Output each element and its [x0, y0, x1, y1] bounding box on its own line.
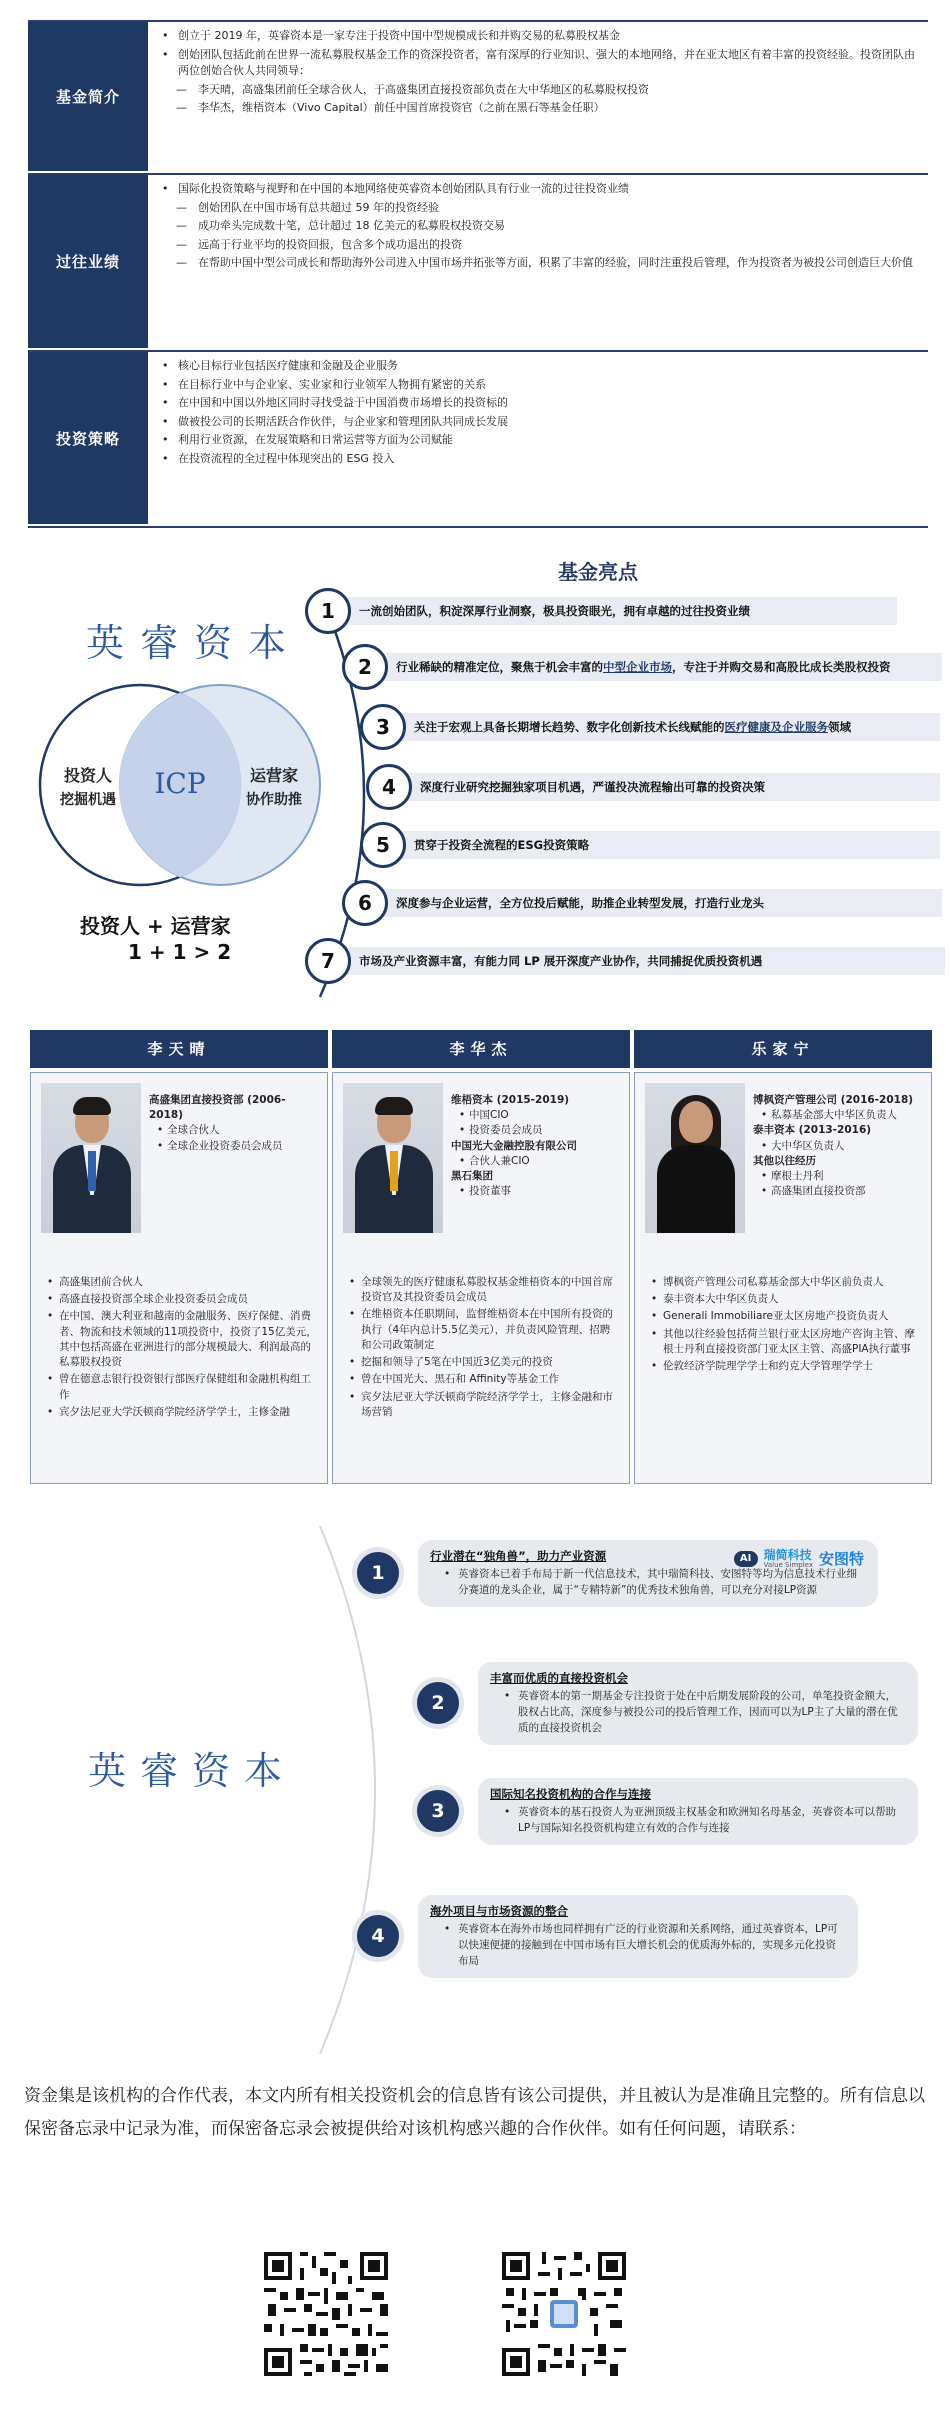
advantage-title: 海外项目与市场资源的整合 — [430, 1904, 568, 1918]
advantage-number: 2 — [412, 1677, 464, 1729]
advantage-title: 行业潜在“独角兽”，助力产业资源 — [430, 1549, 607, 1563]
advantages-brand: 英睿资本 — [88, 1749, 297, 1793]
qr-code-icon[interactable] — [498, 2248, 630, 2380]
highlight-item — [305, 938, 945, 984]
venn-center: ICP — [154, 767, 206, 800]
highlight-number: 1 — [305, 588, 351, 634]
member-name: 李华杰 — [332, 1030, 630, 1068]
row-fund-intro — [28, 20, 928, 175]
team-profiles — [30, 1030, 932, 1484]
sub-bullet: — 在帮助中国中型公司成长和帮助海外公司进入中国市场并拓张等方面，积累了丰富的经验，同时注重投后管理，作为投资者为被投公司创造巨大价值 — [176, 256, 913, 269]
member-body — [332, 1072, 630, 1484]
advantage-text: • 英睿资本的第一期基金专注投资于处在中后期发展阶段的公司，单笔投资金额大，股权占比高，深度参与被投公司的投后管理工作，因而可以为LP主了大量的潜在优质的直接投资机会 — [504, 1690, 898, 1734]
row-label: 过往业绩 — [28, 175, 148, 350]
member-name: 李天晴 — [30, 1030, 328, 1068]
highlight-item — [342, 644, 942, 690]
advantage-text: • 英睿资本在海外市场也同样拥有广泛的行业资源和关系网络，通过英睿资本，LP可以快速便捷的接触到在中国市场有巨大增长机会的优质海外标的，实现多元化投资布局 — [444, 1923, 838, 1967]
bullet: • 国际化投资策略与视野和在中国的本地网络使英睿资本创始团队具有行业一流的过往投资业绩 — [162, 182, 629, 195]
highlight-item — [360, 822, 940, 868]
sub-bullet: — 成功牵头完成数十笔，总计超过 18 亿美元的私募股权投资交易 — [176, 219, 505, 232]
advantage-title: 国际知名投资机构的合作与连接 — [490, 1787, 651, 1801]
highlight-item — [366, 764, 940, 810]
highlight-text: 深度参与企业运营，全方位投后赋能，助推企业转型发展，打造行业龙头 — [382, 889, 942, 918]
qr-code-2 — [498, 2248, 630, 2380]
highlight-text: 贯穿于投资全流程的ESG投资策略 — [400, 831, 940, 860]
member-positions: 维梧资本 (2015-2019) • 中国CIO • 投资委员会成员 中国光大金融控股有限公司 • 合伙人兼CIO 黑石集团 • 投资董事 — [451, 1094, 577, 1198]
member-name: 乐家宁 — [634, 1030, 932, 1068]
row-content — [148, 352, 928, 526]
advantage-title: 丰富而优质的直接投资机会 — [490, 1671, 628, 1685]
advantage-item — [412, 1778, 918, 1845]
advantage-number: 4 — [352, 1910, 404, 1962]
highlight-number: 5 — [360, 822, 406, 868]
team-member-card — [30, 1030, 328, 1484]
venn-right-title: 运营家 — [249, 766, 298, 785]
advantage-item — [352, 1895, 858, 1978]
row-content — [148, 22, 928, 173]
bullet: • 创始团队包括此前在世界一流私募股权基金工作的资深投资者，富有深厚的行业知识、强大的本地网络，并在亚太地区有着丰富的投资经验。投资团队由两位创始合伙人共同领导： — [162, 47, 915, 77]
highlight-number: 3 — [360, 704, 406, 750]
highlight-number: 4 — [366, 764, 412, 810]
highlight-number: 2 — [342, 644, 388, 690]
member-positions: 高盛集团直接投资部 (2006-2018) • 全球合伙人 • 全球企业投资委员会成员 — [149, 1094, 286, 1152]
highlight-text: 市场及产业资源丰富，有能力同 LP 展开深度产业协作，共同捕捉优质投资机遇 — [345, 947, 945, 976]
venn-formula: 1 + 1 > 2 — [128, 940, 232, 964]
member-bio: • 博枫资产管理公司私募基金部大中华区前负责人 • 泰丰资本大中华区负责人 • Generali Immobiliare亚太区房地产投资负责人 • 其他以往经验包括荷兰银行亚太区房地产咨询主管、摩根士丹利直接投资部门亚太区主管、高盛PIA执行董事 • 伦敦经济学院理学学士和约克大学管理学学士 — [651, 1276, 915, 1373]
portfolio-logos: AI 瑞简科技 Value Simplex 安图特 — [734, 1548, 864, 1571]
highlight-item — [305, 588, 897, 634]
member-photo — [343, 1083, 443, 1233]
highlight-number: 6 — [342, 880, 388, 926]
member-bio: • 全球领先的医疗健康私募股权基金维梧资本的中国首席投资官及其投资委员会成员 • 在维梧资本任职期间，监督维梧资本在中国所有投资的执行（4年内总计5.5亿美元），并负责风险管理、招聘和公司政策制定 • 挖掘和领导了5笔在中国近3亿美元的投资 • 曾在中国光大、黑石和 Affinity等基金工作 • 宾夕法尼亚大学沃顿商学院经济学学士，主修金融和市场营销 — [349, 1276, 613, 1418]
fund-info-table — [28, 20, 928, 528]
member-photo — [41, 1083, 141, 1233]
row-track-record — [28, 175, 928, 352]
bullet: • 核心目标行业包括医疗健康和金融及企业服务 — [162, 359, 398, 372]
team-member-card — [332, 1030, 630, 1484]
highlight-text: 关注于宏观上具备长期增长趋势、数字化创新技术长线赋能的医疗健康及企业服务领域 — [400, 713, 940, 742]
advantage-number: 1 — [352, 1547, 404, 1599]
bullet: • 创立于 2019 年，英睿资本是一家专注于投资中国中型规模成长和并购交易的私募股权基金 — [162, 29, 620, 42]
highlight-item — [360, 704, 940, 750]
venn-diagram — [30, 675, 330, 895]
row-label: 基金简介 — [28, 22, 148, 173]
bullet: • 在目标行业中与企业家、实业家和行业领军人物拥有紧密的关系 — [162, 377, 486, 391]
advantage-box — [478, 1662, 918, 1745]
qr-code-1 — [260, 2248, 392, 2380]
highlight-text: 一流创始团队，积淀深厚行业洞察，极具投资眼光，拥有卓越的过往投资业绩 — [345, 597, 897, 626]
member-bio: • 高盛集团前合伙人 • 高盛直接投资部全球企业投资委员会成员 • 在中国、澳大利亚和越南的金融服务、医疗保健、消费者、物流和技术领域的11项投资中，投资了15亿美元，其中包括高盛在亚洲进行的部分规模最大、利润最高的私募股权投资 • 曾在德意志银行投资银行部医疗保健组和金融机构组工作 • 宾夕法尼亚大学沃顿商学院经济学学士，主修金融 — [47, 1276, 317, 1418]
sub-bullet: — 远高于行业平均的投资回报，包含多个成功退出的投资 — [176, 237, 462, 251]
value-simplex-logo: AI — [734, 1551, 758, 1567]
row-content — [148, 175, 928, 350]
highlights-title: 基金亮点 — [558, 560, 638, 584]
qr-code-icon[interactable] — [260, 2248, 392, 2380]
team-member-card — [634, 1030, 932, 1484]
venn-left-sub: 挖掘机遇 — [60, 792, 116, 808]
advantage-item — [412, 1662, 918, 1745]
advantage-box — [418, 1895, 858, 1978]
advantage-box — [478, 1778, 918, 1845]
bullet: • 利用行业资源，在发展策略和日常运营等方面为公司赋能 — [162, 433, 453, 446]
advantage-number: 3 — [412, 1785, 464, 1837]
highlight-item — [342, 880, 942, 926]
member-body — [634, 1072, 932, 1484]
bullet: • 在中国和中国以外地区同时寻找受益于中国消费市场增长的投资标的 — [162, 396, 508, 409]
highlight-text: 深度行业研究挖掘独家项目机遇，严谨投决流程输出可靠的投资决策 — [406, 773, 940, 802]
row-label: 投资策略 — [28, 352, 148, 526]
member-positions: 博枫资产管理公司 (2016-2018) • 私募基金部大中华区负责人 泰丰资本 (2013-2016) • 大中华区负责人 其他以往经历 • 摩根士丹利 • 高盛集团直接投资部 — [753, 1094, 914, 1198]
sub-bullet: — 创始团队在中国市场有总共超过 59 年的投资经验 — [176, 200, 439, 214]
highlight-number: 7 — [305, 938, 351, 984]
highlight-text: 行业稀缺的精准定位，聚焦于机会丰富的中型企业市场，专注于并购交易和高股比成长类股权投资 — [382, 653, 942, 682]
venn-right-sub: 协作助推 — [246, 792, 302, 808]
row-strategy — [28, 352, 928, 528]
member-body — [30, 1072, 328, 1484]
bullet: • 在投资流程的全过程中体现突出的 ESG 投入 — [162, 451, 395, 465]
advantage-item — [352, 1540, 878, 1607]
advantage-text: • 英睿资本的基石投资人为亚洲顶级主权基金和欧洲知名母基金，英睿资本可以帮助LP与国际知名投资机构建立有效的合作与连接 — [504, 1806, 896, 1834]
sub-bullet: — 李天晴，高盛集团前任全球合伙人，于高盛集团直接投资部负责在大中华地区的私募股权投资 — [176, 82, 649, 96]
bullet: • 做被投公司的长期活跃合作伙伴，与企业家和管理团队共同成长发展 — [162, 414, 508, 428]
member-photo — [645, 1083, 745, 1233]
advantage-text: • 英睿资本已着手布局于新一代信息技术，其中瑞简科技、安图特等均为信息技术行业细分赛道的龙头企业，属于“专精特新”的优秀技术独角兽，可以充分对接LP资源 — [444, 1568, 857, 1596]
brand-title: 英睿资本 — [86, 621, 303, 665]
disclaimer-text: 资金集是该机构的合作代表，本文内所有相关投资机会的信息皆有该公司提供，并且被认为是准确且完整的。所有信息以保密备忘录中记录为准，而保密备忘录会被提供给对该机构感兴趣的合作伙伴。如有任何问题，请联系： — [24, 2086, 925, 2140]
venn-caption: 投资人 + 运营家 — [80, 914, 231, 938]
advantage-box — [418, 1540, 878, 1607]
venn-left-title: 投资人 — [63, 766, 112, 785]
sub-bullet: — 李华杰，维梧资本（Vivo Capital）前任中国首席投资官（之前在黑石等基金任职） — [176, 101, 605, 114]
antute-logo: 安图特 — [818, 1550, 864, 1568]
